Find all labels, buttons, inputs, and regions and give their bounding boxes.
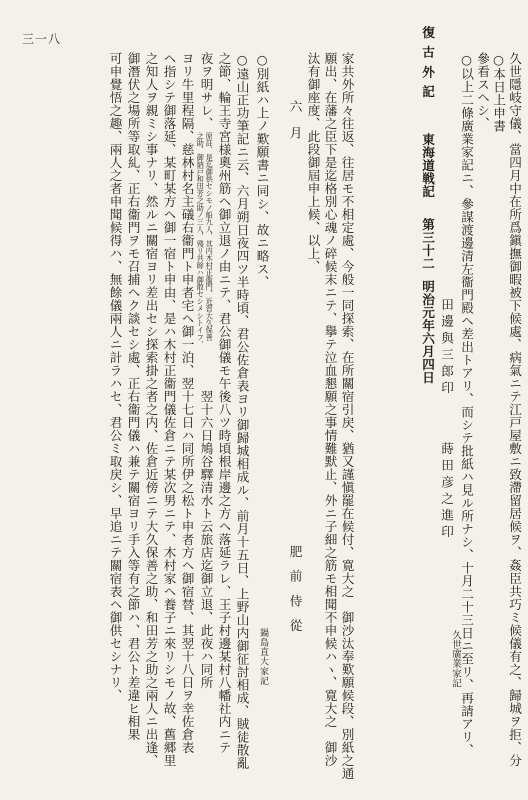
para3-line: ○別紙ハ上ノ歎願書ニ同シ、故ニ略ス、 — [254, 52, 270, 289]
para4-line8: 可申覺悟之趣、兩人之者申聞候得ハ、無餘儀兩人ニ計ラハセ、君公ミ取戻シ、早追ニテ關宿表ヘ御供セシナリ、 — [107, 52, 123, 702]
header-date: 明治元年六月四日 — [420, 280, 435, 384]
signer-tanabe: 田邊與三郎印 — [439, 298, 454, 398]
para4-note-left: 之助、御納戸和田芳之助ノ三人、殘リ共餘ハ御散セシメシトイフ、 — [196, 132, 206, 348]
para4-line2: 之節、輪王寺宮様奧州筋ヘ御立退ノ由ニテ、君公御儀モ午後八ツ時頃根岸邊之方ヘ落延ラレ、王子村邊某村八幡社内ニテ — [216, 52, 232, 754]
para2-line1: 久世隱岐守儀、當四月中在所爲鎭撫御暇被下候處、病氣ニテ江戸屋敷ニ致滯留居候ヲ、姦臣共巧ミ候儀有之、歸城ヲ拒、分 — [507, 52, 522, 767]
para2-line4: 汰有御座度、此段御屆申上候、以上、 — [305, 52, 321, 273]
para4-line7: 御潛伏之場所等取糺、正右衞門ヲモ召捕ヘク談セシ處、正右衞門儀ハ兼テ關宿ヨリ手入等有之節ハ、君公ト差違ヒ相果 — [125, 52, 141, 741]
para4-line4: ヨリ牛里程隔、慈林村名主礒右衞門ト申者宅ヘ御一泊、翌十七日ハ同所伊之松ト申者方ヘ御宿替、其翌十八日ヲ幸佐倉表 — [179, 52, 195, 754]
chapter-number: 第三十二 — [420, 218, 435, 270]
para4-line1: ○遠山正功筆記ニ云、六月朔日夜四ツ半時頃、君公佐倉表ヨリ御歸城相成ル、前月十五日、上野山内御征討相成、賊徒散亂 — [234, 52, 250, 770]
signer-source-note: 久世廣業家記 — [450, 630, 461, 688]
para2-line3: 願出、在藩之臣下是迄格別心魂ノ碎候末ニテ、擧テ泣血懇願之事情難默止、外ニ子細之筋モ相聞不申候ハヽ、寛大之 御沙 — [322, 52, 338, 767]
month-label: 六月 — [287, 100, 303, 154]
para1-line1: ○以上二條廣業家記ニ、參謀渡邊清左衞門殿ヘ差出トアリ、而シテ批紙ハ見ル所ナシ、十月二十三日ニ至リ、再請アリ、 — [459, 52, 474, 757]
para1-line2: 參看スヘシ、 — [475, 52, 490, 130]
signer-makita: 蒔田彦之進印 — [439, 442, 454, 542]
page-number: 三一八 — [22, 32, 62, 46]
source-signature: 鍋島直大家記 — [258, 628, 268, 686]
para4-note-right: 原註、是迄御供セシモノ船九人、其内木村正衞門、近習大久保善 — [205, 132, 215, 341]
para4-line3a: 夜ヲ明サレ、 — [198, 52, 214, 130]
domain-signature: 肥前侍從 — [287, 545, 303, 644]
book-title: 復古外記 — [420, 26, 435, 105]
para4-line6: 之知人ヲ親ミシ事ナリ、然ルニ關宿ヨリ差出セシ探索掛之者之内、佐倉近傍ニテ大久保善之助、和田芳之助之兩人ニ出逢、 — [143, 52, 159, 767]
para2-line2: 家共外所々往返、往居モ不相定處、今般一同探索、在所關宿引戻、猶又謹愼罷在候付、寛大之 御沙汰奉歎願候段、別紙之通 — [339, 52, 355, 780]
para4-line3b: 翌十六日鳩谷驛清水ト云旅店迄御立退、此夜ハ同所 — [198, 390, 214, 689]
section-title: 東海道戦記 — [420, 133, 435, 198]
para4-line5: ヘ指シテ御落延、某町某方ヘ御一宿ト申由、是ハ木村正衞門儀佐倉ニテ某次男ニテ、木村家ヘ養子ニ來リシモノ故、舊郷里 — [161, 52, 177, 767]
para2-heading: ○本日上申書 — [491, 52, 506, 133]
